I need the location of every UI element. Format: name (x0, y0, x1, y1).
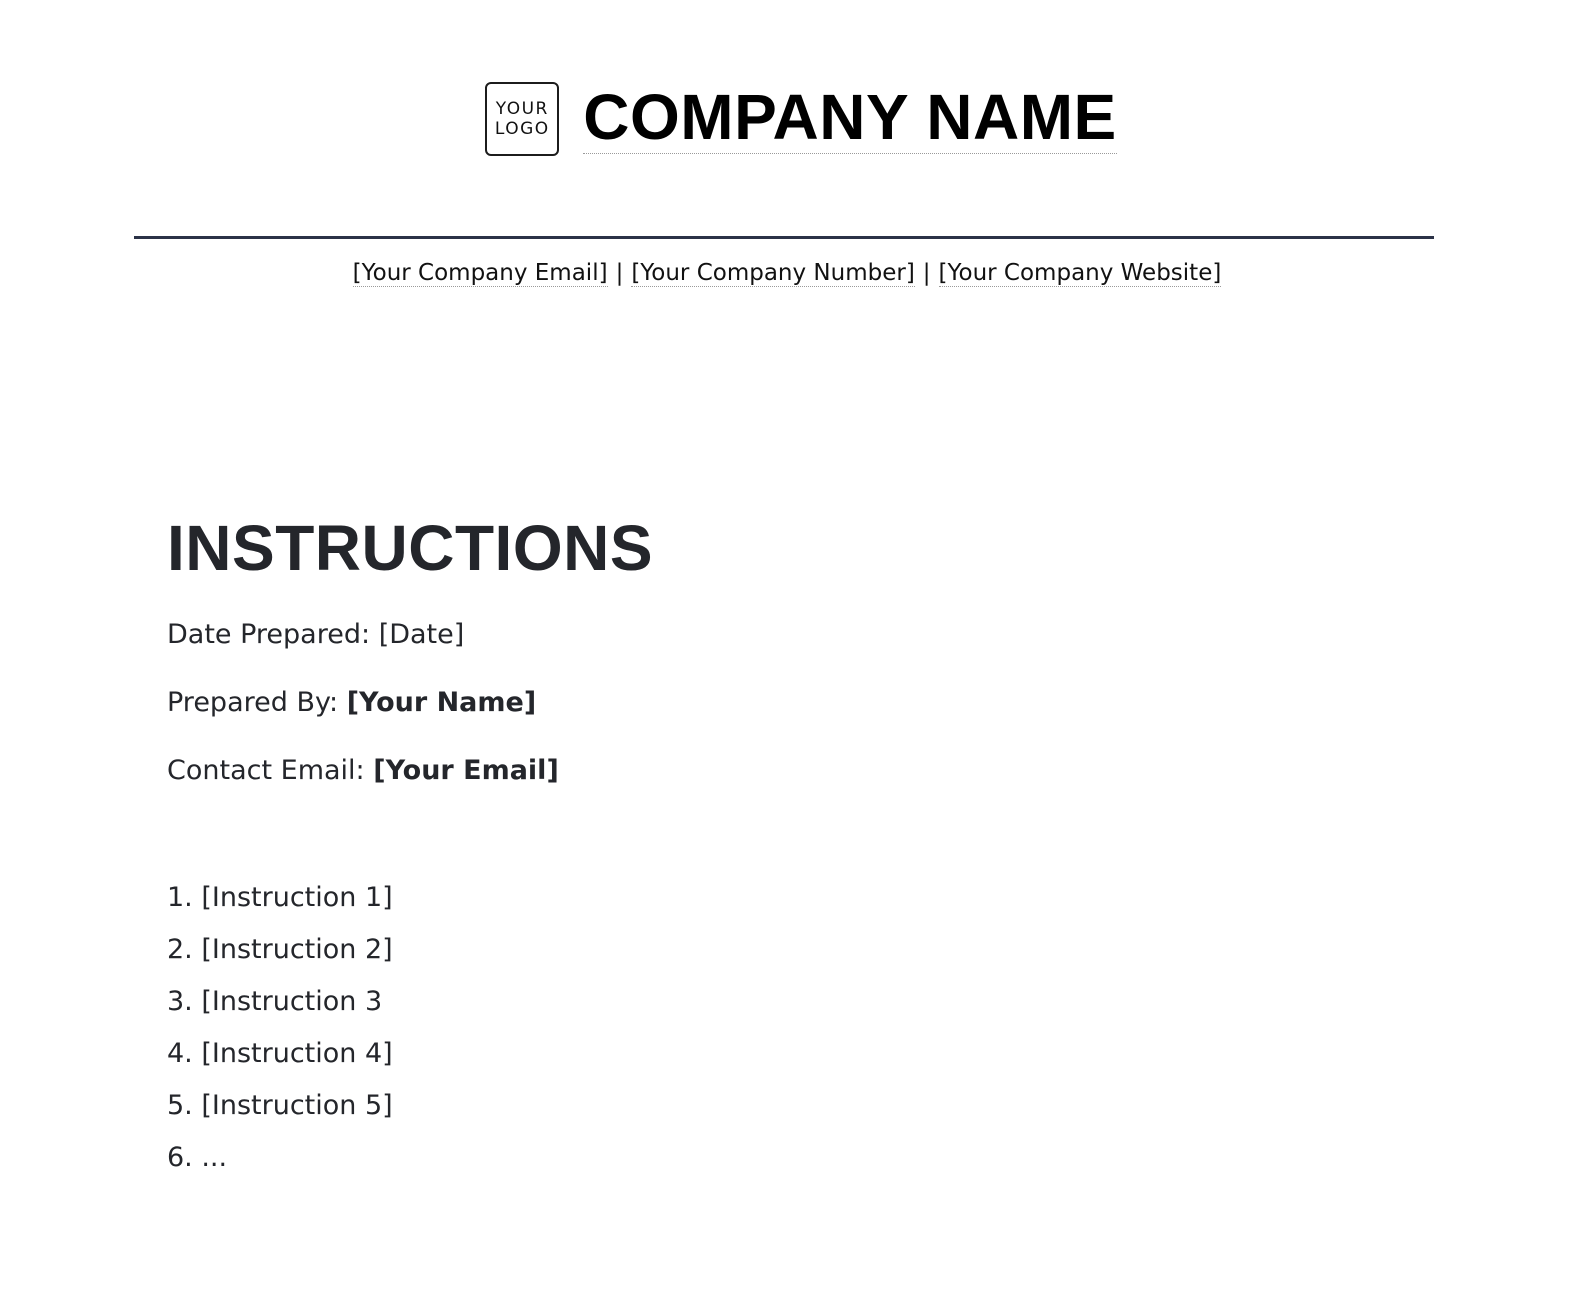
company-name[interactable]: COMPANY NAME (583, 80, 1117, 153)
instruction-item[interactable]: 1. [Instruction 1] (167, 882, 393, 913)
prepared-by-line (167, 685, 536, 721)
instruction-item[interactable]: 5. [Instruction 5] (167, 1090, 393, 1121)
date-prepared-line (167, 617, 464, 653)
company-number-field[interactable]: [Your Company Number] (631, 260, 915, 286)
company-email-field[interactable]: [Your Company Email] (352, 260, 608, 286)
contact-separator: | (922, 260, 931, 286)
contact-email-value[interactable]: [Your Email] (373, 755, 559, 786)
logo-text-line2: LOGO (494, 119, 550, 139)
prepared-by-value[interactable]: [Your Name] (346, 687, 537, 718)
company-contact-line (0, 257, 1574, 289)
contact-email-label: Contact Email: (167, 755, 365, 786)
instructions-list (167, 872, 393, 1184)
document-header (0, 82, 1574, 156)
instruction-item[interactable]: 2. [Instruction 2] (167, 934, 393, 965)
contact-email-line (167, 753, 559, 789)
date-prepared-value[interactable]: [Date] (378, 619, 465, 650)
header-brand (485, 82, 1116, 156)
company-website-field[interactable]: [Your Company Website] (938, 260, 1222, 286)
company-logo (485, 82, 559, 156)
contact-separator: | (615, 260, 624, 286)
header-divider (134, 236, 1434, 239)
document-title: INSTRUCTIONS (167, 512, 653, 584)
logo-text-line1: YOUR (495, 99, 549, 119)
instruction-item[interactable]: 3. [Instruction 3 (167, 986, 383, 1017)
instruction-item[interactable]: 4. [Instruction 4] (167, 1038, 393, 1069)
prepared-by-label: Prepared By: (167, 687, 339, 718)
instruction-item[interactable]: 6. ... (167, 1142, 228, 1173)
date-prepared-label: Date Prepared: (167, 619, 371, 650)
